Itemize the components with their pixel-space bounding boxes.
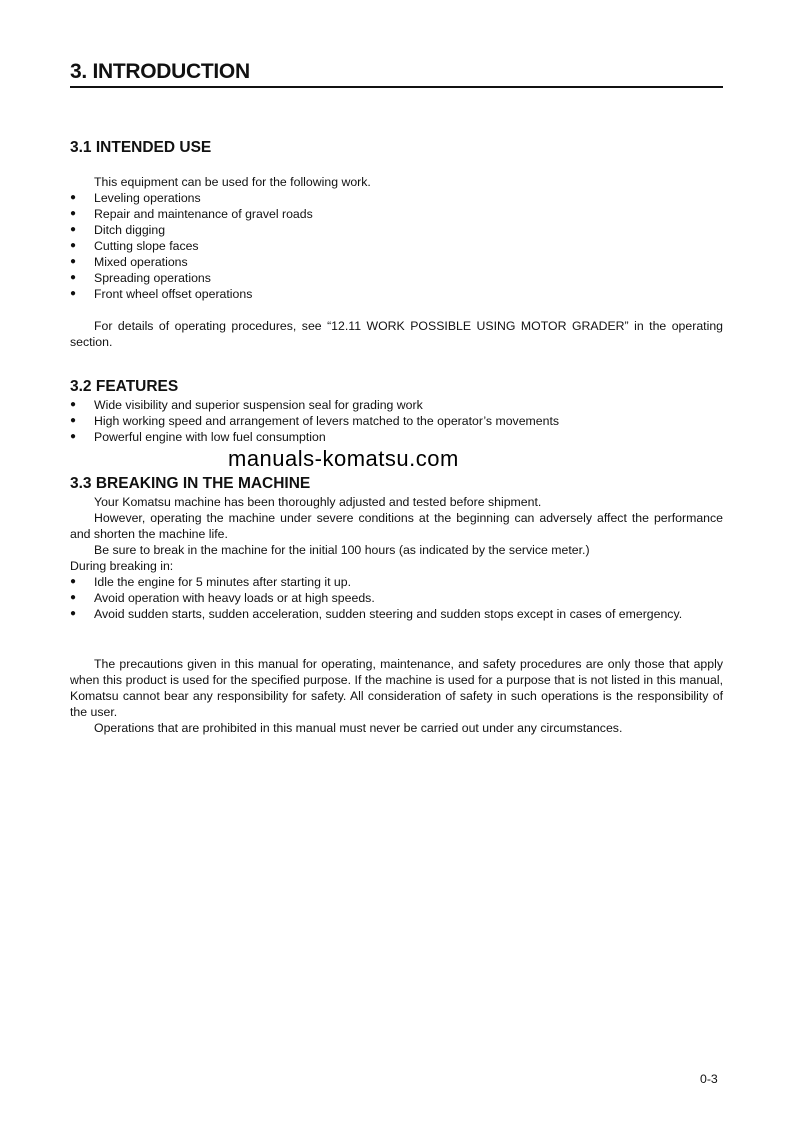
bullet-icon: ● [70, 240, 77, 251]
list-item: ● Avoid sudden starts, sudden acceleration, sudden steering and sudden stops except in cases of emergency. [70, 607, 683, 621]
breaking-in-text: Your Komatsu machine has been thoroughly adjusted and tested before shipment. However, operating the machine under severe conditions at the beginning can adversely affect the performance and shorten the machine life. Be sure to break in the machine for the initial 100 hours (as indicated by the service meter.) During breaking in: [70, 495, 723, 573]
bullet-icon: ● [70, 192, 77, 203]
intended-use-intro: This equipment can be used for the following work. [94, 175, 371, 189]
list-item: ● Powerful engine with low fuel consumption [70, 430, 326, 444]
bullet-icon: ● [70, 399, 77, 410]
precautions-text: The precautions given in this manual for operating, maintenance, and safety procedures are only those that apply when this product is used for the specified purpose. If the machine is used for a purpose that is not listed in this manual, Komatsu cannot bear any responsibility for safety. All consideration of safety in such operations is the responsibility of the user. Operations that are prohibited in this manual must never be carried out under any circumstances. [70, 657, 723, 735]
list-item: ● Mixed operations [70, 255, 188, 269]
list-item: ● Spreading operations [70, 271, 211, 285]
list-item: ● Avoid operation with heavy loads or at high speeds. [70, 591, 375, 605]
section-3-3-title: 3.3 BREAKING IN THE MACHINE [70, 475, 311, 492]
page-number: 0-3 [700, 1072, 718, 1086]
watermark: manuals-komatsu.com [228, 446, 459, 471]
list-item: ● Ditch digging [70, 223, 166, 237]
bullet-icon: ● [70, 208, 77, 219]
bullet-icon: ● [70, 431, 77, 442]
list-item: ● Wide visibility and superior suspension seal for grading work [70, 398, 423, 412]
bullet-icon: ● [70, 272, 77, 283]
operating-note: For details of operating procedures, see “12.11 WORK POSSIBLE USING MOTOR GRADER” in the operating section. [70, 319, 723, 349]
bullet-icon: ● [70, 415, 77, 426]
bullet-icon: ● [70, 608, 77, 619]
breaking-in-list [70, 574, 723, 622]
features-list [70, 397, 723, 445]
list-item: ● High working speed and arrangement of levers matched to the operator’s movements [70, 414, 560, 428]
heading-rule [70, 86, 723, 88]
section-3-2-title: 3.2 FEATURES [70, 378, 179, 395]
bullet-icon: ● [70, 592, 77, 603]
list-item: ● Front wheel offset operations [70, 287, 253, 301]
list-item: ● Leveling operations [70, 191, 201, 205]
bullet-icon: ● [70, 224, 77, 235]
bullet-icon: ● [70, 576, 77, 587]
list-item: ● Cutting slope faces [70, 239, 199, 253]
chapter-heading: 3. INTRODUCTION [70, 60, 250, 83]
section-3-1-title: 3.1 INTENDED USE [70, 139, 212, 156]
list-item: ● Idle the engine for 5 minutes after starting it up. [70, 575, 352, 589]
list-item: ● Repair and maintenance of gravel roads [70, 207, 313, 221]
bullet-icon: ● [70, 256, 77, 267]
intended-use-list [70, 190, 723, 302]
bullet-icon: ● [70, 288, 77, 299]
